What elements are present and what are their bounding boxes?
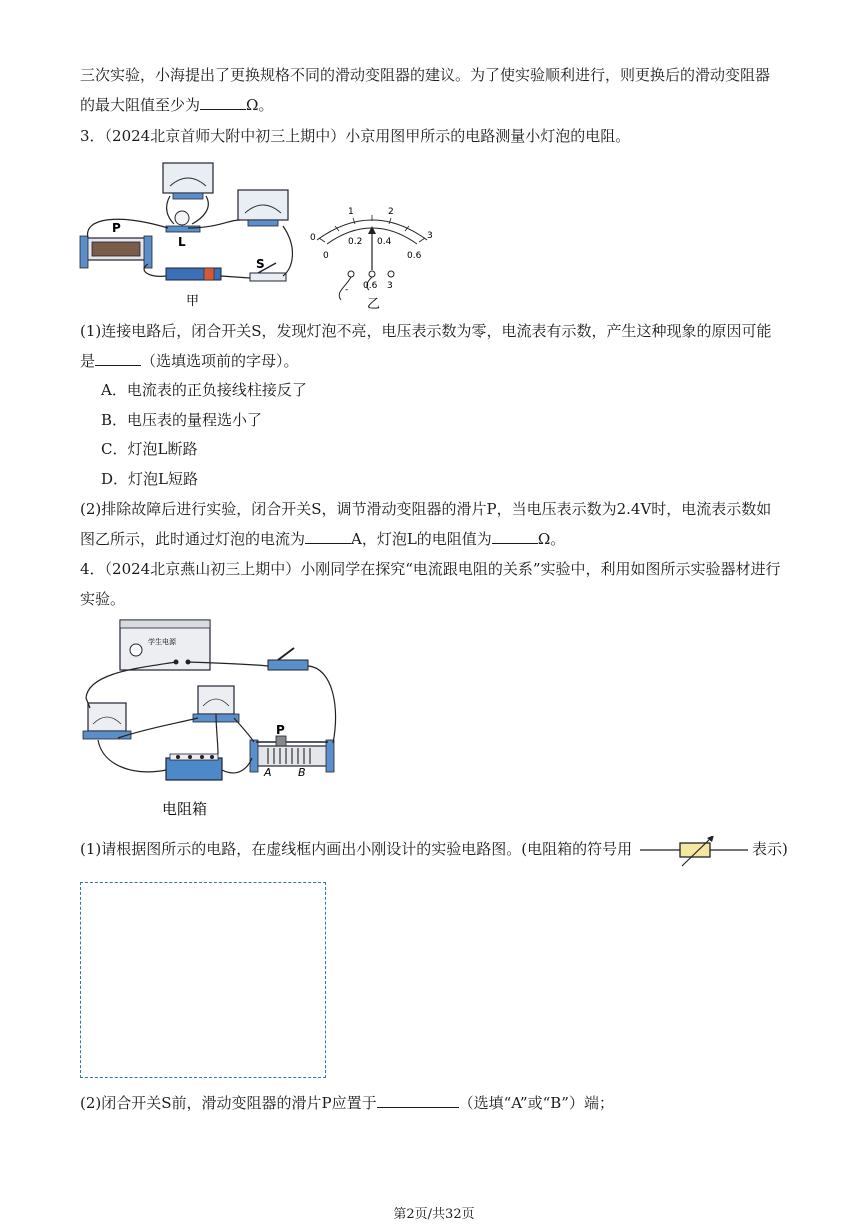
ammeter-icon bbox=[238, 190, 288, 226]
terminal-3-label: 3 bbox=[387, 281, 393, 291]
fig-yi-caption: 乙 bbox=[367, 297, 381, 312]
terminal-06 bbox=[369, 271, 375, 277]
q2-text-prefix: 的最大阻值至少为 bbox=[80, 96, 201, 114]
q3-p1-line1: (1)连接电路后，闭合开关S，发现灯泡不亮，电压表示数为零，电流表有示数，产生这种现象的原因可能 bbox=[80, 322, 772, 340]
q4-stem-line2: 实验。 bbox=[80, 590, 126, 608]
pointer-arrow-icon bbox=[368, 226, 376, 234]
terminal-neg-label: - bbox=[345, 285, 349, 295]
ammeter-icon bbox=[83, 703, 131, 739]
end-b-label: B bbox=[298, 766, 306, 779]
power-supply-label: 学生电源 bbox=[148, 638, 176, 646]
terminal-neg bbox=[348, 271, 354, 277]
q3-p2-text-c: Ω。 bbox=[537, 530, 566, 548]
q4-p1-text: (1)请根据图所示的电路，在虚线框内画出小刚设计的实验电路图。(电阻箱的符号用 bbox=[80, 840, 633, 858]
q3-p2-text-a: 图乙所示，此时通过灯泡的电流为 bbox=[80, 530, 306, 548]
q4-p1-line bbox=[80, 838, 632, 860]
rheostat-icon bbox=[250, 736, 334, 772]
q4-p2-line bbox=[80, 1092, 614, 1114]
q4-figure bbox=[78, 618, 343, 823]
resistance-box-symbol-icon bbox=[640, 836, 750, 868]
switch-s-label: S bbox=[256, 257, 265, 271]
q2-text-line2 bbox=[80, 94, 273, 116]
battery-icon bbox=[166, 268, 221, 280]
fig-jia-caption: 甲 bbox=[186, 294, 200, 308]
q2-answer-blank[interactable] bbox=[200, 94, 246, 110]
q4-p1-suffix: 表示) bbox=[752, 840, 788, 858]
q4-stem-line1: 4．（2024北京燕山初三上期中）小刚同学在探究“电流跟电阻的关系”实验中，利用如图所示实验器材进行 bbox=[80, 560, 781, 578]
terminal-3 bbox=[388, 271, 394, 277]
q3-p2-line1: (2)排除故障后进行实验，闭合开关S，调节滑动变阻器的滑片P，当电压表示数为2.4V时，电流表示数如 bbox=[80, 500, 772, 518]
q3-p2-line2 bbox=[80, 528, 565, 550]
q3-figure-jia bbox=[78, 158, 293, 308]
outer-tick-2: 2 bbox=[388, 207, 394, 217]
q2-text-line1: 三次实验，小海提出了更换规格不同的滑动变阻器的建议。为了使实验顺利进行，则更换后的滑动变阻器 bbox=[80, 66, 771, 84]
outer-tick-3: 3 bbox=[427, 231, 433, 241]
inner-tick-0: 0 bbox=[323, 251, 329, 261]
q3-p2-text-b: A，灯泡L的电阻值为 bbox=[351, 530, 492, 548]
lamp-label: L bbox=[178, 235, 186, 249]
inner-tick-0-2: 0.2 bbox=[348, 237, 363, 247]
q3-p1-suffix: （选填选项前的字母）。 bbox=[141, 352, 299, 370]
q4-slider-end-blank[interactable] bbox=[377, 1092, 459, 1108]
resistance-box-caption: 电阻箱 bbox=[162, 800, 208, 818]
q3-option-a[interactable]: A．电流表的正负接线柱接反了 bbox=[101, 381, 307, 399]
q3-option-d[interactable]: D．灯泡L短路 bbox=[101, 470, 198, 488]
q3-p1-prefix: 是 bbox=[80, 352, 96, 370]
inner-tick-0-6: 0.6 bbox=[407, 251, 422, 261]
resistance-box-icon bbox=[166, 754, 222, 780]
q3-stem: 3．（2024北京首师大附中初三上期中）小京用图甲所示的电路测量小灯泡的电阻。 bbox=[80, 127, 631, 145]
voltmeter-icon bbox=[163, 163, 213, 199]
slider-p-label: P bbox=[112, 221, 121, 235]
drawing-area-box[interactable] bbox=[80, 882, 326, 1078]
q3-resistance-blank[interactable] bbox=[492, 528, 538, 544]
q2-text-suffix: Ω。 bbox=[246, 96, 274, 114]
q4-p2-suffix: （选填“A”或“B”）端； bbox=[458, 1094, 614, 1112]
q3-current-blank[interactable] bbox=[305, 528, 351, 544]
q3-p1-line2 bbox=[80, 350, 299, 372]
switch-icon bbox=[268, 648, 308, 670]
inner-tick-0-4: 0.4 bbox=[377, 237, 392, 247]
slider-p-label: P bbox=[276, 723, 285, 737]
rheostat-icon bbox=[80, 236, 152, 268]
q3-option-b[interactable]: B．电压表的量程选小了 bbox=[101, 411, 263, 429]
outer-tick-0: 0 bbox=[310, 233, 316, 243]
end-a-label: A bbox=[264, 766, 272, 779]
q4-p2-text: (2)闭合开关S前，滑动变阻器的滑片P应置于 bbox=[80, 1094, 377, 1112]
q3-figure-yi bbox=[305, 200, 440, 312]
q3-option-c[interactable]: C．灯泡L断路 bbox=[101, 440, 198, 458]
outer-tick-1: 1 bbox=[348, 207, 354, 217]
page-footer: 第2页/共32页 bbox=[393, 1207, 475, 1222]
q3-p1-answer-blank[interactable] bbox=[95, 350, 141, 366]
terminal-06-label: 0.6 bbox=[363, 281, 378, 291]
